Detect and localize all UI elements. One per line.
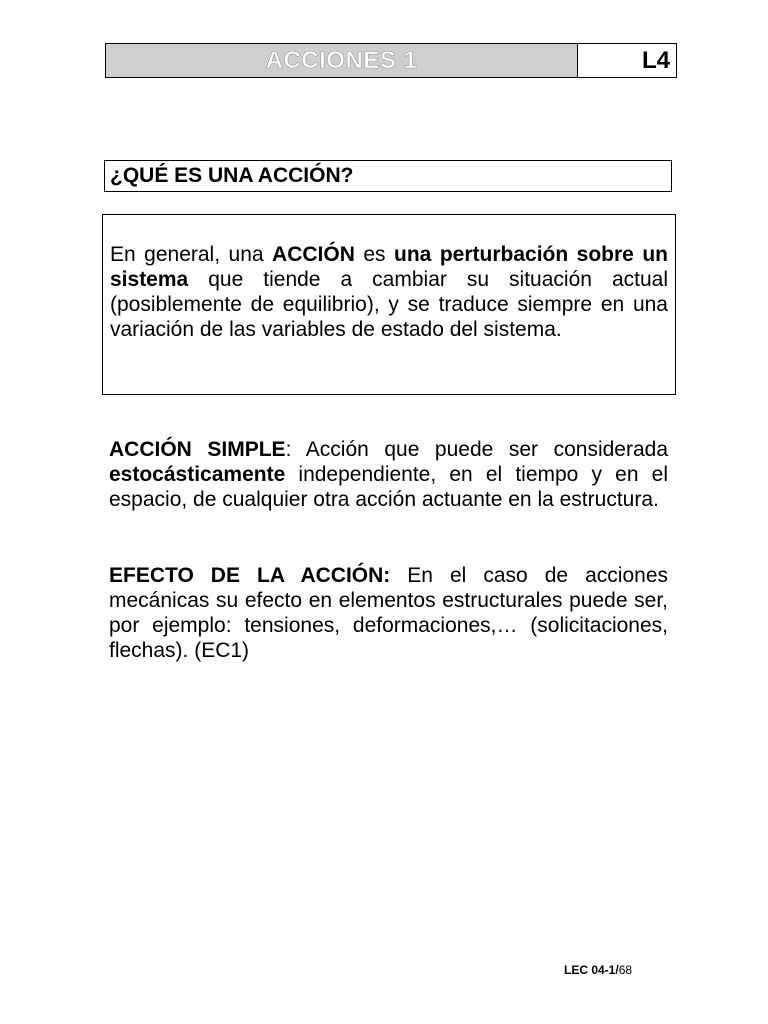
page-footer (564, 963, 632, 977)
definition-paragraph (110, 242, 668, 342)
header-title: ACCIONES 1 (106, 44, 578, 77)
simple-action-text-2: independiente, en el tiempo y en el espacio, de cualquier otra acción actuante en la estructura. (109, 463, 668, 511)
simple-action-term: ACCIÓN SIMPLE (109, 438, 286, 461)
simple-action-text-1: : Acción que puede ser considerada (285, 438, 669, 461)
definition-emphasis: una perturbación sobre un sistema (110, 243, 668, 291)
footer-code: LEC 04-1/ (564, 963, 619, 977)
effect-paragraph (109, 563, 668, 663)
simple-action-section (109, 437, 668, 512)
question-heading: ¿QUÉ ES UNA ACCIÓN? (104, 160, 672, 192)
simple-action-paragraph (109, 437, 668, 512)
effect-term: EFECTO DE LA ACCIÓN: (109, 564, 391, 587)
lesson-code: L4 (641, 46, 670, 74)
definition-text-2: es (354, 243, 395, 266)
simple-action-emphasis: estocásticamente (109, 463, 286, 486)
definition-text-1: En general, una (110, 243, 273, 266)
definition-text-3: que tiende a cambiar su situación actual (posiblemente de equilibrio), y se traduce siempre en una variación de las variables de estado del sistema. (110, 268, 668, 341)
definition-box (102, 214, 676, 395)
effect-section (109, 563, 668, 663)
header-bar (105, 43, 677, 78)
effect-text: En el caso de acciones mecánicas su efecto en elementos estructurales puede ser, por ejemplo: tensiones, deformaciones,… (solicitaciones, flechas). (EC1) (109, 564, 668, 662)
footer-total-pages: 68 (618, 963, 633, 977)
definition-term: ACCIÓN (272, 243, 355, 266)
